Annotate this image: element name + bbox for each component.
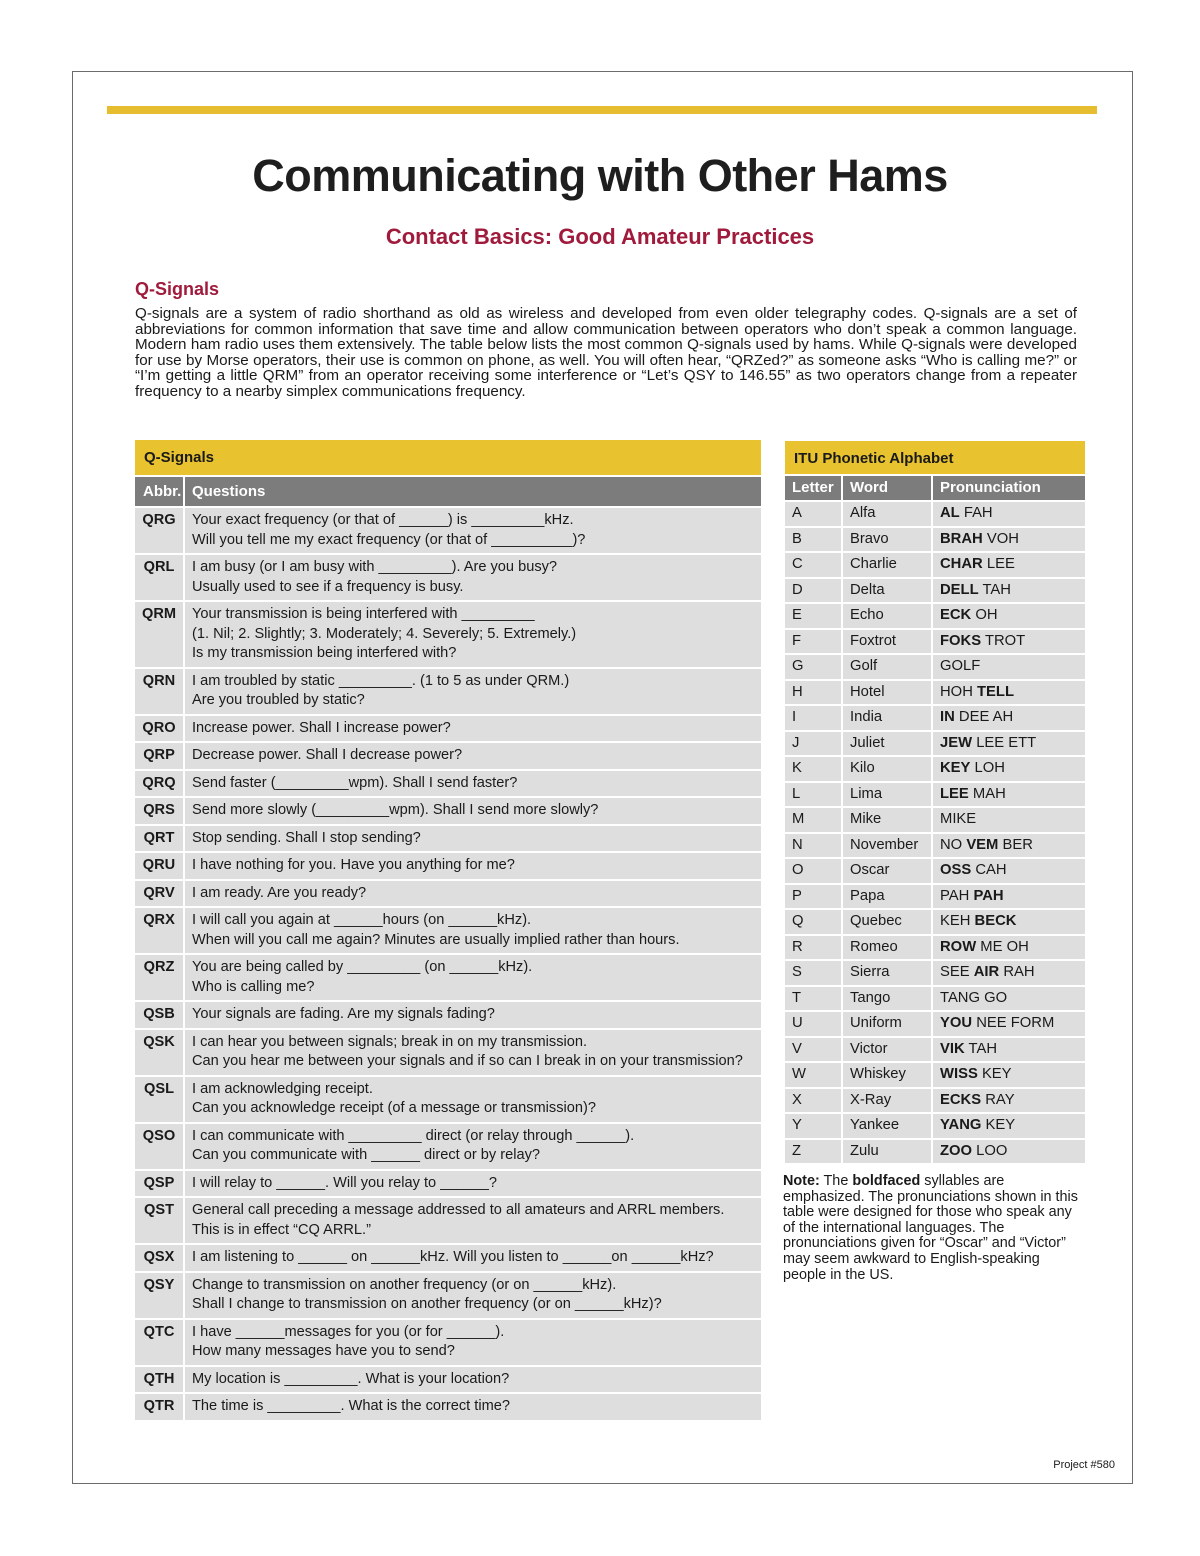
q-signal-question bbox=[185, 771, 761, 797]
phonetic-letter: O bbox=[785, 859, 843, 883]
table-row bbox=[135, 908, 761, 953]
phonetic-letter: D bbox=[785, 579, 843, 603]
table-row bbox=[785, 681, 1085, 705]
phonetic-word: Victor bbox=[843, 1038, 933, 1062]
phonetic-pronunciation bbox=[933, 502, 1085, 526]
table-row bbox=[135, 798, 761, 824]
table-row bbox=[785, 579, 1085, 603]
phonetic-letter: H bbox=[785, 681, 843, 705]
phonetic-letter: N bbox=[785, 834, 843, 858]
q-signal-question bbox=[185, 716, 761, 742]
phonetic-letter: J bbox=[785, 732, 843, 756]
syllable-text: LOH bbox=[970, 760, 1005, 776]
q-signal-question bbox=[185, 1077, 761, 1122]
phonetic-letter: G bbox=[785, 655, 843, 679]
page-subtitle: Contact Basics: Good Amateur Practices bbox=[385, 224, 815, 249]
syllable-bold: YANG bbox=[940, 1117, 982, 1133]
syllable-bold: BRAH bbox=[940, 530, 983, 547]
phonetic-letter: F bbox=[785, 630, 843, 654]
question-line: Your transmission is being interfered with _________ bbox=[192, 606, 535, 622]
phonetic-word: Uniform bbox=[843, 1012, 933, 1036]
itu-table-title: ITU Phonetic Alphabet bbox=[785, 441, 1085, 474]
syllable-text: VOH bbox=[982, 530, 1019, 547]
q-signal-abbr: QTC bbox=[135, 1320, 185, 1365]
table-row bbox=[135, 1394, 761, 1420]
question-line: I have nothing for you. Have you anything for me? bbox=[192, 857, 515, 873]
table-row bbox=[135, 1002, 761, 1028]
q-signal-question bbox=[185, 955, 761, 1000]
question-line: Increase power. Shall I increase power? bbox=[192, 719, 451, 736]
table-row bbox=[785, 834, 1085, 858]
phonetic-word: Kilo bbox=[843, 757, 933, 781]
q-signal-abbr: QRG bbox=[135, 508, 185, 553]
syllable-text: KEH bbox=[940, 913, 975, 929]
question-line: You are being called by _________ (on ______kHz). bbox=[192, 959, 533, 975]
q-signal-question bbox=[185, 669, 761, 714]
q-signal-abbr: QRV bbox=[135, 881, 185, 907]
question-line: I am busy (or I am busy with _________). Are you busy? bbox=[192, 559, 558, 575]
table-row bbox=[785, 808, 1085, 832]
table-row bbox=[135, 669, 761, 714]
table-row bbox=[785, 987, 1085, 1011]
syllable-bold: AIR bbox=[973, 964, 1000, 980]
phonetic-letter: W bbox=[785, 1063, 843, 1087]
q-signal-question bbox=[185, 1245, 761, 1271]
syllable-text: HOH bbox=[940, 683, 977, 700]
table-row bbox=[785, 961, 1085, 985]
q-signal-abbr: QRT bbox=[135, 826, 185, 852]
phonetic-letter: R bbox=[785, 936, 843, 960]
syllable-bold: JEW bbox=[940, 734, 973, 751]
phonetic-word: Sierra bbox=[843, 961, 933, 985]
pronunciation-note bbox=[783, 1174, 1083, 1283]
table-row bbox=[785, 732, 1085, 756]
phonetic-word: Whiskey bbox=[843, 1063, 933, 1087]
phonetic-pronunciation bbox=[933, 630, 1085, 654]
q-signal-question bbox=[185, 853, 761, 879]
q-signal-abbr: QSP bbox=[135, 1171, 185, 1197]
q-signal-abbr: QRS bbox=[135, 798, 185, 824]
syllable-text: MIKE bbox=[940, 811, 977, 827]
table-row bbox=[135, 716, 761, 742]
itu-rows bbox=[785, 502, 1085, 1163]
phonetic-word: Charlie bbox=[843, 553, 933, 577]
phonetic-word: Echo bbox=[843, 604, 933, 628]
syllable-text: CAH bbox=[971, 862, 1007, 878]
syllable-text: LOO bbox=[972, 1142, 1008, 1159]
syllable-bold: ECK bbox=[940, 607, 972, 623]
syllable-text: TROT bbox=[981, 632, 1026, 649]
table-row bbox=[785, 783, 1085, 807]
table-row bbox=[785, 502, 1085, 526]
project-number: Project #580 bbox=[1053, 1459, 1115, 1471]
letter-column-header: Letter bbox=[785, 476, 843, 500]
table-row bbox=[135, 743, 761, 769]
table-row bbox=[785, 885, 1085, 909]
phonetic-pronunciation bbox=[933, 655, 1085, 679]
phonetic-word: Hotel bbox=[843, 681, 933, 705]
q-signal-abbr: QSL bbox=[135, 1077, 185, 1122]
table-row bbox=[135, 1198, 761, 1243]
phonetic-pronunciation bbox=[933, 528, 1085, 552]
note-bold: Note: bbox=[783, 1173, 820, 1189]
q-signal-abbr: QSY bbox=[135, 1273, 185, 1318]
q-signal-question bbox=[185, 1030, 761, 1075]
question-line: The time is _________. What is the correct time? bbox=[192, 1398, 510, 1414]
phonetic-word: India bbox=[843, 706, 933, 730]
q-signal-question bbox=[185, 1002, 761, 1028]
phonetic-letter: V bbox=[785, 1038, 843, 1062]
question-line: Is my transmission being interfered with? bbox=[192, 645, 457, 661]
q-signal-abbr: QRL bbox=[135, 555, 185, 600]
question-line: Can you hear me between your signals and if so can I break in on your transmission? bbox=[192, 1053, 743, 1069]
syllable-bold: TELL bbox=[977, 683, 1014, 700]
table-row bbox=[135, 1245, 761, 1271]
syllable-bold: CHAR bbox=[940, 556, 983, 572]
syllable-text: RAY bbox=[981, 1091, 1015, 1108]
phonetic-word: Oscar bbox=[843, 859, 933, 883]
phonetic-letter: K bbox=[785, 757, 843, 781]
q-signals-table-title: Q-Signals bbox=[135, 440, 761, 475]
table-row bbox=[785, 1063, 1085, 1087]
phonetic-letter: C bbox=[785, 553, 843, 577]
question-line: General call preceding a message addressed to all amateurs and ARRL members. bbox=[192, 1202, 725, 1218]
phonetic-pronunciation bbox=[933, 1089, 1085, 1113]
table-row bbox=[135, 555, 761, 600]
phonetic-letter: E bbox=[785, 604, 843, 628]
q-signal-abbr: QRN bbox=[135, 669, 185, 714]
table-row bbox=[135, 508, 761, 553]
phonetic-letter: L bbox=[785, 783, 843, 807]
phonetic-letter: P bbox=[785, 885, 843, 909]
itu-phonetic-table bbox=[785, 441, 1085, 1163]
question-line: Send faster (_________wpm). Shall I send faster? bbox=[192, 774, 518, 791]
table-row bbox=[785, 1038, 1085, 1062]
table-row bbox=[135, 771, 761, 797]
phonetic-letter: Z bbox=[785, 1140, 843, 1164]
header-rule bbox=[107, 106, 1097, 114]
q-signal-abbr: QSK bbox=[135, 1030, 185, 1075]
syllable-text: NO bbox=[940, 836, 967, 853]
table-row bbox=[785, 528, 1085, 552]
q-signal-question bbox=[185, 1367, 761, 1393]
table-row bbox=[785, 1114, 1085, 1138]
q-signal-question bbox=[185, 1394, 761, 1420]
question-line: Are you troubled by static? bbox=[192, 692, 365, 708]
q-signal-question bbox=[185, 555, 761, 600]
syllable-bold: BECK bbox=[974, 913, 1017, 929]
phonetic-pronunciation bbox=[933, 579, 1085, 603]
syllable-bold: WISS bbox=[940, 1066, 978, 1082]
q-signal-abbr: QRX bbox=[135, 908, 185, 953]
syllable-text: FAH bbox=[959, 505, 993, 521]
q-signal-abbr: QTH bbox=[135, 1367, 185, 1393]
phonetic-letter: Q bbox=[785, 910, 843, 934]
table-row bbox=[135, 853, 761, 879]
q-signal-abbr: QSB bbox=[135, 1002, 185, 1028]
phonetic-word: Juliet bbox=[843, 732, 933, 756]
question-line: Stop sending. Shall I stop sending? bbox=[192, 829, 421, 846]
q-signal-abbr: QRU bbox=[135, 853, 185, 879]
table-row bbox=[135, 1320, 761, 1365]
phonetic-word: Lima bbox=[843, 783, 933, 807]
syllable-bold: AL bbox=[940, 505, 960, 521]
q-signal-abbr: QSX bbox=[135, 1245, 185, 1271]
q-signal-question bbox=[185, 1124, 761, 1169]
itu-header-row bbox=[785, 476, 1085, 500]
phonetic-word: Alfa bbox=[843, 502, 933, 526]
phonetic-word: Yankee bbox=[843, 1114, 933, 1138]
phonetic-letter: I bbox=[785, 706, 843, 730]
phonetic-letter: A bbox=[785, 502, 843, 526]
table-row bbox=[135, 1367, 761, 1393]
phonetic-pronunciation bbox=[933, 834, 1085, 858]
question-line: I am ready. Are you ready? bbox=[192, 884, 367, 901]
phonetic-letter: Y bbox=[785, 1114, 843, 1138]
question-line: Decrease power. Shall I decrease power? bbox=[192, 747, 463, 763]
phonetic-pronunciation bbox=[933, 757, 1085, 781]
phonetic-word: Foxtrot bbox=[843, 630, 933, 654]
table-row bbox=[785, 1012, 1085, 1036]
word-column-header: Word bbox=[843, 476, 933, 500]
question-line: I will call you again at ______hours (on ______kHz). bbox=[192, 912, 532, 928]
table-row bbox=[785, 757, 1085, 781]
syllable-text: ME OH bbox=[976, 938, 1029, 955]
question-line: Your signals are fading. Are my signals fading? bbox=[192, 1006, 495, 1022]
phonetic-pronunciation bbox=[933, 1114, 1085, 1138]
phonetic-word: Zulu bbox=[843, 1140, 933, 1164]
phonetic-pronunciation bbox=[933, 706, 1085, 730]
q-signal-question bbox=[185, 908, 761, 953]
table-row bbox=[785, 910, 1085, 934]
phonetic-pronunciation bbox=[933, 783, 1085, 807]
syllable-bold: ECKS bbox=[940, 1091, 982, 1108]
question-line: Usually used to see if a frequency is busy. bbox=[192, 578, 464, 595]
q-signal-question bbox=[185, 881, 761, 907]
intro-paragraph: Q-signals are a system of radio shorthand as old as wireless and developed from even older telegraphy codes. Q-signals are a set of abbreviations for common information that save time and allow communication between operators who don’t speak a common language. Modern ham radio uses them extensively. The table below lists the most common Q-signals used by hams. While Q-signals were developed for use by Morse operators, their use is common on phone, as well. You will often hear, “QRZed?” as someone asks “Who is calling me?” or “I’m getting a little QRM” from an operator receiving some interference or “Let’s QSY to 146.55” as two operators change from a repeater frequency to a nearby simplex communications frequency. bbox=[135, 305, 1077, 400]
syllable-text: TANG GO bbox=[940, 989, 1008, 1006]
q-signal-question bbox=[185, 1320, 761, 1365]
phonetic-pronunciation bbox=[933, 961, 1085, 985]
syllable-text: TAH bbox=[978, 581, 1011, 598]
syllable-text: TAH bbox=[964, 1040, 998, 1057]
syllable-bold: PAH bbox=[973, 887, 1004, 904]
syllable-text: RAH bbox=[999, 964, 1035, 980]
question-line: Your exact frequency (or that of ______) is _________kHz. bbox=[192, 512, 574, 528]
phonetic-pronunciation bbox=[933, 1038, 1085, 1062]
table-row bbox=[135, 1171, 761, 1197]
phonetic-word: Mike bbox=[843, 808, 933, 832]
table-row bbox=[135, 826, 761, 852]
abbr-column-header: Abbr. bbox=[135, 477, 185, 506]
phonetic-pronunciation bbox=[933, 553, 1085, 577]
q-signal-question bbox=[185, 1273, 761, 1318]
phonetic-word: Golf bbox=[843, 655, 933, 679]
question-line: Can you communicate with ______ direct or by relay? bbox=[192, 1147, 540, 1163]
table-row bbox=[785, 1089, 1085, 1113]
q-signal-abbr: QRO bbox=[135, 716, 185, 742]
syllable-text: KEY bbox=[981, 1117, 1016, 1133]
phonetic-pronunciation bbox=[933, 910, 1085, 934]
syllable-text: LEE ETT bbox=[972, 734, 1037, 751]
syllable-text: DEE AH bbox=[954, 709, 1014, 725]
syllable-text: BER bbox=[998, 836, 1033, 853]
phonetic-letter: X bbox=[785, 1089, 843, 1113]
phonetic-pronunciation bbox=[933, 681, 1085, 705]
phonetic-pronunciation bbox=[933, 732, 1085, 756]
table-row bbox=[135, 881, 761, 907]
question-line: My location is _________. What is your location? bbox=[192, 1370, 510, 1387]
syllable-bold: DELL bbox=[940, 581, 979, 598]
question-line: (1. Nil; 2. Slightly; 3. Moderately; 4. Severely; 5. Extremely.) bbox=[192, 625, 577, 642]
syllable-text: SEE bbox=[940, 964, 974, 980]
question-line: I can hear you between signals; break in on my transmission. bbox=[192, 1033, 588, 1050]
table-row bbox=[135, 1030, 761, 1075]
q-signals-table bbox=[135, 440, 761, 1420]
table-row bbox=[785, 1140, 1085, 1164]
question-line: I have ______messages for you (or for ______). bbox=[192, 1323, 505, 1340]
q-signal-question bbox=[185, 1198, 761, 1243]
question-line: When will you call me again? Minutes are usually implied rather than hours. bbox=[192, 931, 680, 948]
phonetic-letter: M bbox=[785, 808, 843, 832]
phonetic-word: Bravo bbox=[843, 528, 933, 552]
syllable-bold: YOU bbox=[940, 1015, 973, 1031]
q-signal-question bbox=[185, 508, 761, 553]
question-line: This is in effect “CQ ARRL.” bbox=[192, 1221, 371, 1238]
phonetic-letter: T bbox=[785, 987, 843, 1011]
question-line: I can communicate with _________ direct (or relay through ______). bbox=[192, 1127, 635, 1144]
syllable-bold: OSS bbox=[940, 862, 972, 878]
phonetic-pronunciation bbox=[933, 885, 1085, 909]
questions-column-header: Questions bbox=[192, 483, 266, 500]
q-signal-abbr: QSO bbox=[135, 1124, 185, 1169]
table-row bbox=[135, 1124, 761, 1169]
question-line: I am acknowledging receipt. bbox=[192, 1080, 373, 1097]
phonetic-word: Tango bbox=[843, 987, 933, 1011]
q-signal-question bbox=[185, 798, 761, 824]
q-signal-abbr: QRM bbox=[135, 602, 185, 667]
syllable-bold: KEY bbox=[940, 760, 971, 776]
question-line: Send more slowly (_________wpm). Shall I send more slowly? bbox=[192, 802, 599, 818]
phonetic-pronunciation bbox=[933, 1012, 1085, 1036]
pronunciation-column-header: Pronunciation bbox=[940, 479, 1041, 496]
q-signal-question bbox=[185, 743, 761, 769]
table-row bbox=[135, 602, 761, 667]
question-line: Can you acknowledge receipt (of a message or transmission)? bbox=[192, 1100, 596, 1116]
phonetic-pronunciation bbox=[933, 859, 1085, 883]
phonetic-word: Papa bbox=[843, 885, 933, 909]
syllable-text: PAH bbox=[940, 887, 974, 904]
syllable-text: NEE FORM bbox=[972, 1015, 1055, 1031]
phonetic-word: Romeo bbox=[843, 936, 933, 960]
table-row bbox=[785, 604, 1085, 628]
question-line: Who is calling me? bbox=[192, 978, 315, 995]
phonetic-word: Quebec bbox=[843, 910, 933, 934]
phonetic-letter: U bbox=[785, 1012, 843, 1036]
question-line: Change to transmission on another frequency (or on ______kHz). bbox=[192, 1276, 617, 1293]
table-row bbox=[785, 553, 1085, 577]
syllable-bold: FOKS bbox=[940, 632, 982, 649]
question-line: I am troubled by static _________. (1 to 5 as under QRM.) bbox=[192, 672, 570, 689]
phonetic-word: Delta bbox=[843, 579, 933, 603]
q-signals-rows bbox=[135, 508, 761, 1420]
syllable-text: GOLF bbox=[940, 658, 981, 674]
q-signal-abbr: QST bbox=[135, 1198, 185, 1243]
phonetic-pronunciation bbox=[933, 604, 1085, 628]
note-text: The bbox=[819, 1173, 853, 1189]
syllable-bold: LEE bbox=[940, 785, 969, 802]
q-signal-abbr: QRZ bbox=[135, 955, 185, 1000]
syllable-bold: ROW bbox=[940, 938, 977, 955]
question-line: How many messages have you to send? bbox=[192, 1343, 455, 1359]
phonetic-pronunciation bbox=[933, 808, 1085, 832]
table-row bbox=[785, 936, 1085, 960]
phonetic-letter: S bbox=[785, 961, 843, 985]
syllable-bold: VEM bbox=[966, 836, 999, 853]
table-row bbox=[135, 1273, 761, 1318]
q-signal-abbr: QRQ bbox=[135, 771, 185, 797]
q-signal-question bbox=[185, 602, 761, 667]
syllable-text: LEE bbox=[982, 556, 1015, 572]
section-heading: Q-Signals bbox=[135, 279, 220, 299]
page-title: Communicating with Other Hams bbox=[252, 150, 948, 201]
question-line: Shall I change to transmission on another frequency (or on ______kHz)? bbox=[192, 1296, 662, 1312]
table-row bbox=[785, 706, 1085, 730]
note-bold: boldfaced bbox=[852, 1173, 921, 1189]
phonetic-pronunciation bbox=[933, 1140, 1085, 1164]
syllable-bold: ZOO bbox=[940, 1142, 973, 1159]
syllable-text: KEY bbox=[977, 1066, 1012, 1082]
q-signal-question bbox=[185, 1171, 761, 1197]
phonetic-word: X-Ray bbox=[843, 1089, 933, 1113]
question-line: I am listening to ______ on ______kHz. Will you listen to ______on ______kHz? bbox=[192, 1249, 714, 1265]
phonetic-letter: B bbox=[785, 528, 843, 552]
q-signal-question bbox=[185, 826, 761, 852]
q-signal-abbr: QTR bbox=[135, 1394, 185, 1420]
table-row bbox=[135, 1077, 761, 1122]
note-text: syllables are emphasized. The pronunciations shown in this table were designed for those who speak any of the international languages. The pronunciations given for “Oscar” and “Victor” may seem awkward to English-speaking people in the US. bbox=[783, 1173, 1078, 1283]
table-row bbox=[785, 859, 1085, 883]
syllable-text: OH bbox=[971, 607, 998, 623]
question-line: I will relay to ______. Will you relay to ______? bbox=[192, 1174, 498, 1191]
phonetic-pronunciation bbox=[933, 936, 1085, 960]
syllable-bold: VIK bbox=[940, 1040, 965, 1057]
table-row bbox=[785, 630, 1085, 654]
table-row bbox=[135, 955, 761, 1000]
table-row bbox=[785, 655, 1085, 679]
q-signal-abbr: QRP bbox=[135, 743, 185, 769]
q-signals-header-row bbox=[135, 477, 761, 506]
question-line: Will you tell me my exact frequency (or that of __________)? bbox=[192, 531, 586, 548]
syllable-bold: IN bbox=[940, 709, 955, 725]
phonetic-pronunciation bbox=[933, 1063, 1085, 1087]
phonetic-word: November bbox=[843, 834, 933, 858]
syllable-text: MAH bbox=[968, 785, 1006, 802]
phonetic-pronunciation bbox=[933, 987, 1085, 1011]
